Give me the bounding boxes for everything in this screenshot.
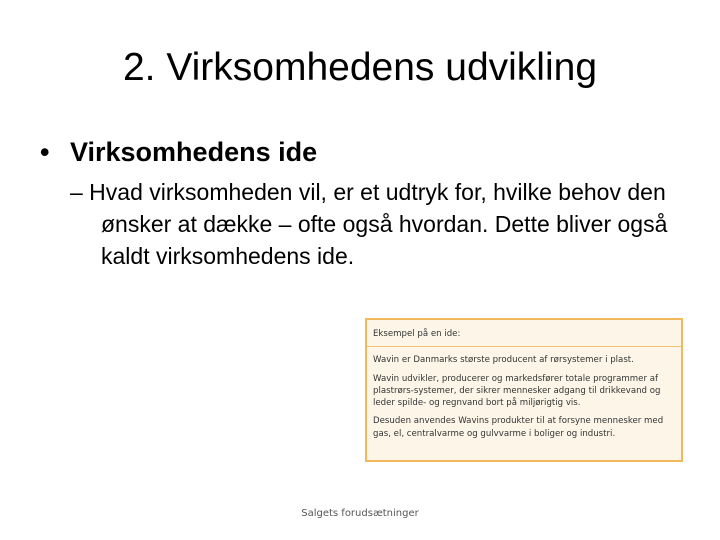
example-box: [365, 318, 683, 462]
example-body: [367, 347, 681, 440]
example-paragraph: Wavin udvikler, producerer og markedsfører totale programmer af plastrørs-systemer, der sikrer mennesker adgang til drikkevand og leder spilde- og regnvand bort på miljørigtig vis.: [373, 373, 661, 409]
example-heading: Eksempel på en ide:: [367, 320, 681, 347]
slide-title: 2. Virksomhedens udvikling: [122, 46, 598, 89]
example-paragraph: Wavin er Danmarks største producent af rørsystemer i plast.: [373, 355, 634, 366]
main-bullet: [40, 134, 317, 170]
sub-bullet-text: – Hvad virksomheden vil, er et udtryk for, hvilke behov den ønsker at dække – ofte også hvordan. Dette bliver også kaldt virksomhedens ide.: [70, 179, 668, 269]
bullet-dot: •: [40, 137, 50, 167]
slide-footer: Salgets forudsætninger: [301, 508, 419, 519]
example-paragraph: Desuden anvendes Wavins produkter til at forsyne mennesker med gas, el, centralvarme og gulvvarme i boliger og industri.: [373, 416, 664, 439]
main-bullet-text: Virksomhedens ide: [70, 137, 318, 167]
